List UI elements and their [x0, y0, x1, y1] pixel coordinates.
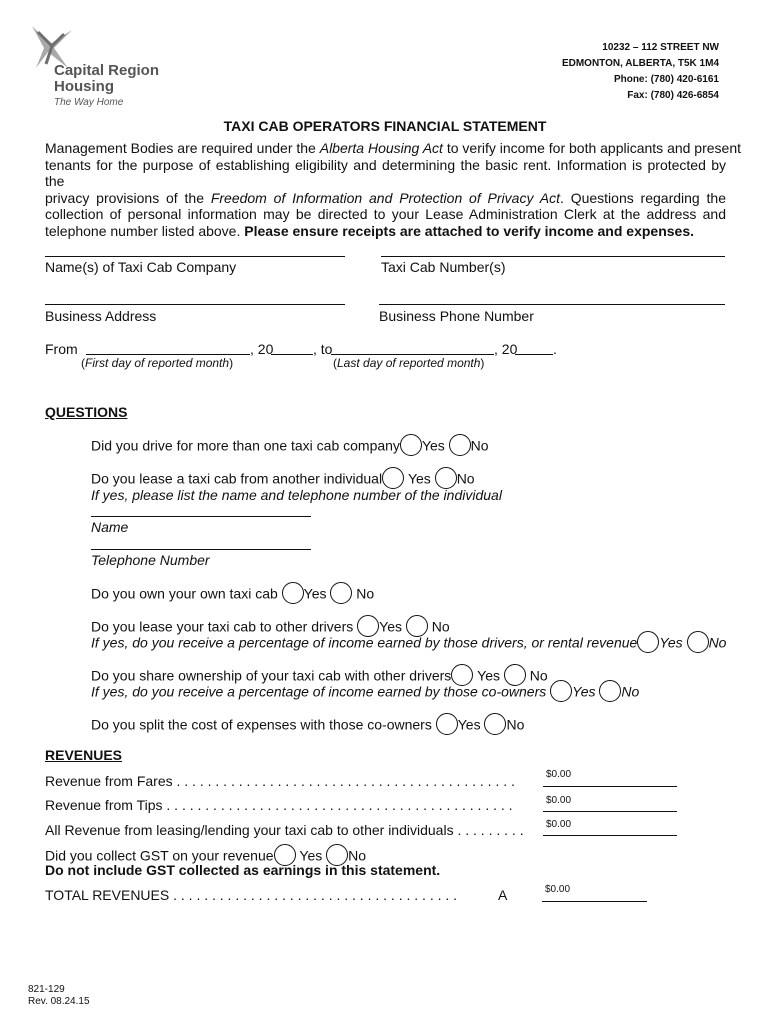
yes-label: Yes	[407, 470, 431, 487]
no-label: No	[356, 585, 375, 602]
from-label: From	[45, 341, 78, 357]
yes-label: Yes	[572, 683, 596, 700]
no-radio[interactable]	[330, 582, 352, 604]
yes-radio[interactable]	[436, 713, 458, 735]
question-subtext: If yes, please list the name and telephone number of the individual	[91, 487, 502, 503]
intro-text: to verify income for both applicants and present	[442, 140, 742, 156]
yes-radio[interactable]	[637, 631, 659, 653]
tips-label: Revenue from Tips . . . . . . . . . . . . . . . . . . . . . . . . . . . . . . . . . . . . . . . . . . . . .	[45, 797, 513, 813]
no-label: No	[470, 437, 489, 454]
intro-act: Freedom of Information and Protection of Privacy Act	[210, 189, 560, 206]
yes-label: Yes	[477, 667, 501, 684]
yes-label: Yes	[299, 847, 323, 864]
year-prefix-2: , 20	[494, 341, 518, 357]
fares-label: Revenue from Fares . . . . . . . . . . . . . . . . . . . . . . . . . . . . . . . . . . . . . . . . . . . .	[45, 773, 515, 789]
company-name-input[interactable]	[45, 240, 345, 257]
address-line: 10232 – 112 STREET NW	[602, 42, 719, 53]
no-radio[interactable]	[449, 434, 471, 456]
intro-text: collection of personal information may be directed to your Lease Administration Clerk at the address and	[45, 206, 726, 222]
yes-label: Yes	[379, 618, 402, 635]
leasing-input-line	[543, 835, 677, 836]
logo-tagline: The Way Home	[54, 97, 124, 108]
no-label: No	[708, 634, 727, 651]
page-title: TAXI CAB OPERATORS FINANCIAL STATEMENT	[223, 118, 547, 134]
form-number: 821-129	[28, 984, 65, 995]
from-date-input[interactable]	[86, 340, 250, 355]
yes-radio[interactable]	[282, 582, 304, 604]
no-radio[interactable]	[687, 631, 709, 653]
leasing-label: All Revenue from leasing/lending your taxi cab to other individuals . . . . . . . . .	[45, 822, 524, 838]
question-text: Do you own your own taxi cab	[91, 585, 278, 602]
question-text: Did you drive for more than one taxi cab company	[91, 437, 400, 454]
question-row	[91, 712, 524, 735]
no-label: No	[348, 847, 367, 864]
no-radio[interactable]	[484, 713, 506, 735]
question-subtext: If yes, do you receive a percentage of income earned by those drivers, or rental revenue	[91, 634, 638, 651]
yes-radio[interactable]	[382, 467, 404, 489]
yes-radio[interactable]	[550, 680, 572, 702]
question-row	[91, 630, 726, 653]
to-date-input[interactable]	[331, 340, 494, 355]
first-day-hint: (First day of reported month)	[81, 356, 234, 370]
fares-value[interactable]: $0.00	[546, 769, 572, 780]
yes-label: Yes	[659, 634, 683, 651]
intro-paragraph	[45, 140, 742, 239]
no-label: No	[431, 618, 450, 635]
cab-number-input[interactable]	[381, 240, 725, 257]
yes-radio[interactable]	[400, 434, 422, 456]
no-label: No	[621, 683, 640, 700]
company-name-label: Name(s) of Taxi Cab Company	[45, 259, 237, 275]
no-label: No	[456, 470, 475, 487]
gst-question-text: Did you collect GST on your revenue	[45, 847, 274, 864]
address-phone: Phone: (780) 420-6161	[613, 74, 719, 85]
individual-telephone-input[interactable]	[91, 538, 311, 550]
intro-receipts-note: Please ensure receipts are attached to verify income and expenses.	[244, 222, 695, 239]
revenues-heading: REVENUES	[45, 747, 123, 763]
logo-name-2: Housing	[54, 78, 114, 95]
no-label: No	[529, 667, 548, 684]
total-revenues-label: TOTAL REVENUES . . . . . . . . . . . . . . . . . . . . . . . . . . . . . . . . . . . . .	[45, 887, 458, 903]
individual-name-label: Name	[91, 519, 129, 535]
no-radio[interactable]	[599, 680, 621, 702]
year-prefix-1: , 20	[250, 341, 274, 357]
intro-act: Alberta Housing Act	[319, 140, 443, 156]
logo	[28, 24, 168, 114]
business-address-input[interactable]	[45, 288, 345, 305]
total-input-line	[542, 901, 647, 902]
question-row	[91, 433, 489, 456]
to-year-input[interactable]	[515, 340, 553, 355]
business-address-label: Business Address	[45, 308, 157, 324]
individual-name-input[interactable]	[91, 505, 311, 517]
question-subtext: If yes, do you receive a percentage of income earned by those co-owners	[91, 683, 547, 700]
total-marker: A	[498, 887, 508, 903]
question-row	[91, 679, 639, 702]
address-line: EDMONTON, ALBERTA, T5K 1M4	[561, 58, 719, 69]
revision-date: Rev. 08.24.15	[28, 996, 90, 1007]
tips-value[interactable]: $0.00	[546, 795, 572, 806]
yes-label: Yes	[457, 716, 481, 733]
intro-text: privacy provisions of the	[45, 189, 211, 206]
intro-text: tenants for the purpose of establishing eligibility and determining the basic rent. Information is protected by the	[45, 156, 726, 189]
question-row	[91, 466, 475, 489]
question-row	[91, 581, 374, 604]
yes-label: Yes	[303, 585, 327, 602]
no-radio[interactable]	[435, 467, 457, 489]
cab-number-label: Taxi Cab Number(s)	[381, 259, 506, 275]
logo-name: Capital Region	[54, 62, 160, 79]
intro-text: telephone number listed above.	[45, 222, 245, 239]
period-end: .	[553, 341, 557, 357]
no-label: No	[506, 716, 525, 733]
question-text: Do you lease your taxi cab to other drivers	[91, 618, 354, 635]
question-text: Do you share ownership of your taxi cab with other drivers	[91, 667, 452, 684]
questions-heading: QUESTIONS	[45, 404, 128, 420]
to-label: , to	[313, 341, 333, 357]
address-block	[562, 40, 719, 104]
fares-input-line	[543, 786, 677, 787]
individual-telephone-label: Telephone Number	[91, 552, 210, 568]
question-text: Do you split the cost of expenses with those co-owners	[91, 716, 432, 733]
yes-label: Yes	[421, 437, 445, 454]
last-day-hint: (Last day of reported month)	[333, 356, 485, 370]
leasing-value[interactable]: $0.00	[546, 819, 572, 830]
from-year-input[interactable]	[271, 340, 313, 355]
intro-text: Management Bodies are required under the	[45, 140, 320, 156]
tips-input-line	[543, 811, 677, 812]
address-fax: Fax: (780) 426-6854	[627, 90, 719, 101]
business-phone-input[interactable]	[379, 288, 725, 305]
question-text: Do you lease a taxi cab from another individual	[91, 470, 383, 487]
intro-text: . Questions regarding the	[559, 189, 726, 206]
total-revenues-value[interactable]: $0.00	[545, 884, 571, 895]
gst-note: Do not include GST collected as earnings in this statement.	[45, 862, 441, 878]
business-phone-label: Business Phone Number	[379, 308, 534, 324]
